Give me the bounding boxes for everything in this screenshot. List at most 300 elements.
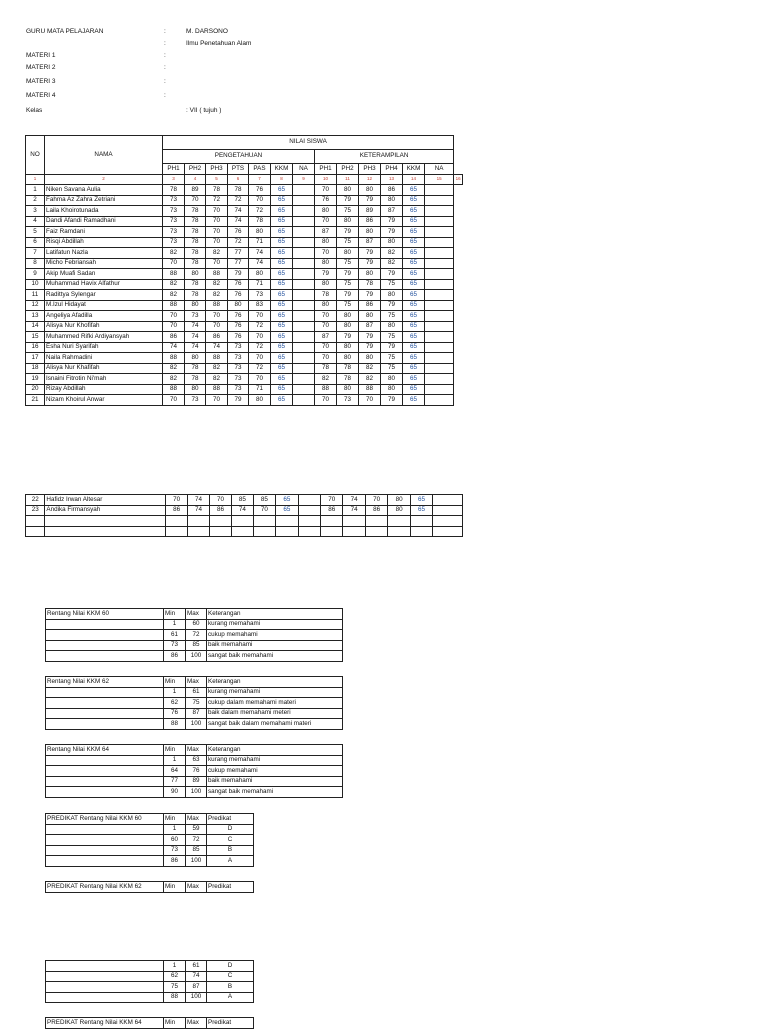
score-pengetahuan: 76 <box>228 321 249 332</box>
rentang-keterangan: cukup memahami <box>207 630 343 641</box>
table-row <box>26 248 463 259</box>
score-pengetahuan <box>293 332 315 343</box>
rentang-title: Rentang Nilai KKM 60 <box>46 609 164 620</box>
score-keterampilan: 87 <box>315 227 337 238</box>
score-keterampilan: 79 <box>359 258 381 269</box>
student-name: Isnaini Fitrotin Ni'mah <box>45 374 163 385</box>
score-pengetahuan: 82 <box>206 363 228 374</box>
student-name: M.Izul Hidayat <box>45 300 163 311</box>
score-keterampilan: 80 <box>359 353 381 364</box>
score-keterampilan: 78 <box>359 279 381 290</box>
score-pengetahuan: 74 <box>188 495 209 506</box>
score-keterampilan: 86 <box>359 216 381 227</box>
predikat-kkm-64-table <box>45 1017 254 1029</box>
score-pengetahuan: 76 <box>228 290 249 301</box>
table-row <box>46 651 343 662</box>
score-pengetahuan: 73 <box>228 342 249 353</box>
table-row <box>46 619 343 630</box>
table-row <box>26 290 463 301</box>
score-pengetahuan: 86 <box>163 332 185 343</box>
table-row <box>26 495 463 506</box>
header-value: : VII ( tujuh ) <box>186 107 222 114</box>
predikat-grade: B <box>207 982 254 993</box>
score-pengetahuan: 73 <box>228 353 249 364</box>
sub-header-keterampilan: KKM <box>403 164 425 175</box>
header-colon: : <box>164 52 166 59</box>
score-keterampilan: 70 <box>315 311 337 322</box>
score-pengetahuan: 65 <box>271 300 293 311</box>
column-number: 15 <box>425 174 454 185</box>
predikat-grade: A <box>207 992 254 1003</box>
score-keterampilan: 75 <box>381 279 403 290</box>
empty-cell <box>253 516 275 527</box>
score-pengetahuan: 70 <box>206 237 228 248</box>
score-pengetahuan: 82 <box>206 248 228 259</box>
score-keterampilan: 75 <box>381 311 403 322</box>
predikat-max: 61 <box>186 961 207 972</box>
rentang-min: 86 <box>164 651 186 662</box>
rentang-keterangan: sangat baik dalam memahami materi <box>207 719 343 730</box>
predikat-kkm-62-rows-table <box>45 960 254 1003</box>
column-number: 1 <box>26 174 45 185</box>
student-name: Muhammed Rifki Ardiyansyah <box>45 332 163 343</box>
score-keterampilan: 80 <box>381 237 403 248</box>
student-no: 22 <box>26 495 45 506</box>
score-keterampilan <box>433 495 463 506</box>
score-pengetahuan: 70 <box>206 395 228 406</box>
score-pengetahuan <box>293 395 315 406</box>
table-row <box>26 227 463 238</box>
score-pengetahuan: 78 <box>185 248 206 259</box>
student-name: Latifatun Nazla <box>45 248 163 259</box>
empty-cell <box>165 526 187 537</box>
sub-header-pengetahuan: NA <box>293 164 315 175</box>
predikat-max-header: Max <box>186 1018 207 1029</box>
rentang-kkm-62-table <box>45 676 343 730</box>
sub-header-pengetahuan: PH3 <box>206 164 228 175</box>
score-pengetahuan: 80 <box>185 300 206 311</box>
score-keterampilan: 80 <box>337 185 359 196</box>
score-pengetahuan: 70 <box>249 374 271 385</box>
student-no: 4 <box>26 216 45 227</box>
score-pengetahuan: 86 <box>209 505 231 516</box>
empty-cell <box>232 516 253 527</box>
score-pengetahuan: 86 <box>165 505 187 516</box>
score-pengetahuan: 65 <box>271 258 293 269</box>
score-keterampilan: 75 <box>381 332 403 343</box>
column-number: 14 <box>403 174 425 185</box>
score-keterampilan <box>425 258 454 269</box>
score-keterampilan: 65 <box>403 384 425 395</box>
score-pengetahuan: 78 <box>185 290 206 301</box>
empty-cell <box>46 766 164 777</box>
header-colon: : <box>164 28 166 35</box>
header-label: GURU MATA PELAJARAN <box>26 28 104 35</box>
score-pengetahuan: 65 <box>271 248 293 259</box>
empty-cell <box>321 516 343 527</box>
score-keterampilan: 79 <box>381 269 403 280</box>
score-pengetahuan: 73 <box>163 237 185 248</box>
student-no: 5 <box>26 227 45 238</box>
score-pengetahuan: 73 <box>163 195 185 206</box>
table-row <box>26 332 463 343</box>
score-pengetahuan: 78 <box>185 237 206 248</box>
score-keterampilan: 74 <box>343 505 365 516</box>
score-keterampilan: 79 <box>337 290 359 301</box>
score-keterampilan: 65 <box>403 374 425 385</box>
score-pengetahuan: 76 <box>228 279 249 290</box>
score-keterampilan: 65 <box>403 206 425 217</box>
empty-cell <box>46 755 164 766</box>
score-pengetahuan: 73 <box>163 216 185 227</box>
score-pengetahuan: 72 <box>249 206 271 217</box>
score-pengetahuan: 76 <box>228 311 249 322</box>
score-keterampilan: 80 <box>388 495 410 506</box>
score-pengetahuan <box>293 237 315 248</box>
score-keterampilan <box>425 384 454 395</box>
sub-header-pengetahuan: KKM <box>271 164 293 175</box>
predikat-grade: D <box>207 824 254 835</box>
student-name: Rizay Abdillah <box>45 384 163 395</box>
predikat-max: 100 <box>186 992 207 1003</box>
score-keterampilan: 80 <box>337 384 359 395</box>
score-pengetahuan: 65 <box>271 290 293 301</box>
student-no: 11 <box>26 290 45 301</box>
score-pengetahuan: 65 <box>271 279 293 290</box>
score-keterampilan: 65 <box>403 395 425 406</box>
score-keterampilan: 65 <box>410 495 432 506</box>
student-no: 6 <box>26 237 45 248</box>
score-pengetahuan: 78 <box>185 258 206 269</box>
empty-row <box>26 516 463 527</box>
score-pengetahuan: 72 <box>228 237 249 248</box>
score-pengetahuan <box>293 227 315 238</box>
score-pengetahuan: 80 <box>249 269 271 280</box>
table-row <box>26 237 463 248</box>
empty-cell <box>209 526 231 537</box>
score-keterampilan: 89 <box>359 206 381 217</box>
empty-cell <box>26 516 45 527</box>
empty-cell <box>46 787 164 798</box>
student-name: Micho Febriansah <box>45 258 163 269</box>
score-pengetahuan: 73 <box>228 374 249 385</box>
score-pengetahuan: 88 <box>206 384 228 395</box>
table-row <box>46 698 343 709</box>
score-keterampilan <box>425 363 454 374</box>
score-pengetahuan: 72 <box>249 321 271 332</box>
score-pengetahuan: 78 <box>206 185 228 196</box>
table-row <box>26 505 463 516</box>
predikat-grade: C <box>207 835 254 846</box>
header-label: Kelas <box>26 107 43 114</box>
score-pengetahuan: 70 <box>206 206 228 217</box>
student-name: Akip Muafi Sadan <box>45 269 163 280</box>
score-pengetahuan <box>293 279 315 290</box>
student-name: Fahma Az Zahra Zetriani <box>45 195 163 206</box>
student-no: 10 <box>26 279 45 290</box>
score-keterampilan: 87 <box>359 237 381 248</box>
grades-table <box>25 135 463 406</box>
predikat-kkm-60-table <box>45 813 254 867</box>
rentang-max: 63 <box>186 755 207 766</box>
score-pengetahuan: 70 <box>206 216 228 227</box>
score-pengetahuan <box>293 342 315 353</box>
student-no: 3 <box>26 206 45 217</box>
score-keterampilan: 65 <box>403 258 425 269</box>
empty-cell <box>388 516 410 527</box>
empty-cell <box>410 526 432 537</box>
score-keterampilan: 80 <box>388 505 410 516</box>
score-pengetahuan: 70 <box>163 395 185 406</box>
score-keterampilan: 65 <box>403 279 425 290</box>
score-pengetahuan: 78 <box>163 185 185 196</box>
score-keterampilan <box>425 227 454 238</box>
score-keterampilan: 76 <box>315 195 337 206</box>
score-pengetahuan: 74 <box>163 342 185 353</box>
rentang-min: 76 <box>164 708 186 719</box>
table-row <box>46 824 254 835</box>
score-keterampilan: 65 <box>403 216 425 227</box>
rentang-header-row <box>46 745 343 756</box>
score-pengetahuan: 70 <box>163 311 185 322</box>
header-label: MATERI 3 <box>26 78 56 85</box>
table-row <box>46 719 343 730</box>
score-pengetahuan: 88 <box>206 269 228 280</box>
table-row <box>46 992 254 1003</box>
grades-table-continued <box>25 494 463 537</box>
score-keterampilan: 78 <box>315 363 337 374</box>
score-keterampilan: 88 <box>315 384 337 395</box>
student-name: Faiz Ramdani <box>45 227 163 238</box>
table-row <box>46 687 343 698</box>
table-row <box>46 708 343 719</box>
sub-header-pengetahuan: PH1 <box>163 164 185 175</box>
sub-header-keterampilan: PH3 <box>359 164 381 175</box>
score-pengetahuan: 65 <box>271 384 293 395</box>
rentang-max: 60 <box>186 619 207 630</box>
score-keterampilan: 79 <box>381 300 403 311</box>
rentang-keterangan: kurang memahami <box>207 619 343 630</box>
predikat-min: 73 <box>164 845 186 856</box>
score-keterampilan: 80 <box>315 237 337 248</box>
rentang-max: 87 <box>186 708 207 719</box>
score-keterampilan: 78 <box>337 374 359 385</box>
student-name: Dandi Afandi Ramadhani <box>45 216 163 227</box>
score-pengetahuan: 65 <box>271 185 293 196</box>
score-pengetahuan: 73 <box>163 227 185 238</box>
table-row <box>26 363 463 374</box>
score-pengetahuan: 88 <box>163 384 185 395</box>
score-pengetahuan: 70 <box>209 495 231 506</box>
score-keterampilan: 80 <box>315 279 337 290</box>
empty-cell <box>46 961 164 972</box>
score-keterampilan <box>425 353 454 364</box>
score-keterampilan: 70 <box>359 395 381 406</box>
score-keterampilan: 80 <box>381 374 403 385</box>
score-keterampilan: 79 <box>381 216 403 227</box>
score-pengetahuan: 89 <box>185 185 206 196</box>
empty-cell <box>45 526 165 537</box>
empty-cell <box>253 526 275 537</box>
score-keterampilan: 65 <box>403 300 425 311</box>
predikat-max: 87 <box>186 982 207 993</box>
rentang-min-header: Min <box>164 609 186 620</box>
score-pengetahuan: 70 <box>249 311 271 322</box>
table-row <box>26 216 463 227</box>
score-pengetahuan: 73 <box>228 363 249 374</box>
score-pengetahuan <box>298 495 320 506</box>
score-pengetahuan: 78 <box>185 227 206 238</box>
table-row <box>26 374 463 385</box>
rentang-keterangan: kurang memahami <box>207 687 343 698</box>
score-keterampilan: 80 <box>315 258 337 269</box>
score-pengetahuan: 78 <box>185 374 206 385</box>
table-row <box>26 258 463 269</box>
header-colon: : <box>164 78 166 85</box>
score-keterampilan: 70 <box>315 185 337 196</box>
score-pengetahuan: 74 <box>249 248 271 259</box>
score-keterampilan: 80 <box>337 248 359 259</box>
predikat-grade: A <box>207 856 254 867</box>
student-name: Hafidz Irwan Altesar <box>45 495 165 506</box>
rentang-min-header: Min <box>164 745 186 756</box>
nilai-siswa-header: NILAI SISWA <box>163 136 454 150</box>
table-row <box>46 856 254 867</box>
score-pengetahuan: 70 <box>163 321 185 332</box>
empty-cell <box>45 516 165 527</box>
header-label: MATERI 2 <box>26 64 56 71</box>
score-keterampilan <box>425 374 454 385</box>
score-keterampilan: 75 <box>337 237 359 248</box>
score-keterampilan: 82 <box>381 258 403 269</box>
score-pengetahuan <box>293 353 315 364</box>
score-pengetahuan: 70 <box>206 311 228 322</box>
rentang-min: 88 <box>164 719 186 730</box>
score-keterampilan: 80 <box>337 311 359 322</box>
rentang-keterangan: kurang memahami <box>207 755 343 766</box>
table-row <box>26 185 463 196</box>
score-pengetahuan: 74 <box>185 332 206 343</box>
rentang-keterangan: baik memahami <box>207 640 343 651</box>
table-row <box>46 961 254 972</box>
score-pengetahuan: 88 <box>163 300 185 311</box>
score-pengetahuan: 85 <box>253 495 275 506</box>
score-keterampilan: 79 <box>359 342 381 353</box>
score-keterampilan: 65 <box>403 363 425 374</box>
score-keterampilan <box>425 300 454 311</box>
rentang-max: 100 <box>186 787 207 798</box>
empty-cell <box>298 516 320 527</box>
empty-cell <box>232 526 253 537</box>
score-pengetahuan: 70 <box>206 227 228 238</box>
score-pengetahuan <box>293 374 315 385</box>
score-keterampilan: 65 <box>403 185 425 196</box>
score-keterampilan: 80 <box>337 353 359 364</box>
score-keterampilan: 65 <box>403 248 425 259</box>
score-keterampilan: 80 <box>315 300 337 311</box>
table-row <box>26 353 463 364</box>
rentang-keterangan: baik dalam memahami meteri <box>207 708 343 719</box>
score-keterampilan: 80 <box>359 311 381 322</box>
score-pengetahuan <box>293 321 315 332</box>
empty-cell <box>46 776 164 787</box>
score-pengetahuan: 65 <box>271 332 293 343</box>
student-name: Laila Khoirotunada <box>45 206 163 217</box>
score-keterampilan <box>425 195 454 206</box>
student-name: Alisya Nur Khofifah <box>45 321 163 332</box>
score-pengetahuan: 65 <box>271 395 293 406</box>
score-keterampilan <box>425 311 454 322</box>
score-pengetahuan: 70 <box>249 195 271 206</box>
pengetahuan-header: PENGETAHUAN <box>163 150 315 164</box>
score-keterampilan: 80 <box>359 269 381 280</box>
empty-cell <box>46 719 164 730</box>
student-name: Andika Firmansyah <box>45 505 165 516</box>
score-keterampilan <box>425 185 454 196</box>
predikat-min-header: Min <box>164 1018 186 1029</box>
empty-cell <box>298 526 320 537</box>
predikat-min: 86 <box>164 856 186 867</box>
score-pengetahuan <box>293 185 315 196</box>
score-keterampilan <box>425 269 454 280</box>
empty-row <box>26 526 463 537</box>
score-pengetahuan: 73 <box>163 206 185 217</box>
keterampilan-header: KETERAMPILAN <box>315 150 454 164</box>
score-keterampilan <box>425 216 454 227</box>
score-pengetahuan: 74 <box>228 206 249 217</box>
score-keterampilan <box>425 321 454 332</box>
score-pengetahuan: 82 <box>163 248 185 259</box>
student-no: 18 <box>26 363 45 374</box>
rentang-ket-header: Keterangan <box>207 609 343 620</box>
score-pengetahuan: 82 <box>163 279 185 290</box>
predikat-min: 88 <box>164 992 186 1003</box>
empty-cell <box>365 526 387 537</box>
table-row <box>26 279 463 290</box>
sub-header-pengetahuan: PTS <box>228 164 249 175</box>
score-pengetahuan <box>293 290 315 301</box>
score-keterampilan: 79 <box>381 342 403 353</box>
score-keterampilan <box>425 279 454 290</box>
table-row <box>46 982 254 993</box>
score-pengetahuan: 70 <box>249 332 271 343</box>
score-keterampilan: 65 <box>403 195 425 206</box>
predikat-max: 85 <box>186 845 207 856</box>
rentang-keterangan: sangat baik memahami <box>207 651 343 662</box>
rentang-keterangan: baik memahami <box>207 776 343 787</box>
score-keterampilan: 82 <box>359 363 381 374</box>
score-keterampilan: 79 <box>381 395 403 406</box>
score-pengetahuan: 65 <box>271 227 293 238</box>
score-pengetahuan: 70 <box>249 353 271 364</box>
header-colon: : <box>164 40 166 47</box>
empty-cell <box>46 651 164 662</box>
predikat-kkm-62-table <box>45 881 254 893</box>
score-pengetahuan <box>293 248 315 259</box>
empty-cell <box>46 845 164 856</box>
score-keterampilan: 86 <box>381 185 403 196</box>
student-name: Alisya Nur Khafifah <box>45 363 163 374</box>
column-number: 6 <box>228 174 249 185</box>
score-pengetahuan: 70 <box>206 321 228 332</box>
score-keterampilan: 65 <box>410 505 432 516</box>
score-keterampilan: 70 <box>315 216 337 227</box>
column-number: 9 <box>293 174 315 185</box>
student-no: 12 <box>26 300 45 311</box>
column-number: 3 <box>163 174 185 185</box>
sub-header-pengetahuan: PH2 <box>185 164 206 175</box>
sub-header-keterampilan: NA <box>425 164 454 175</box>
